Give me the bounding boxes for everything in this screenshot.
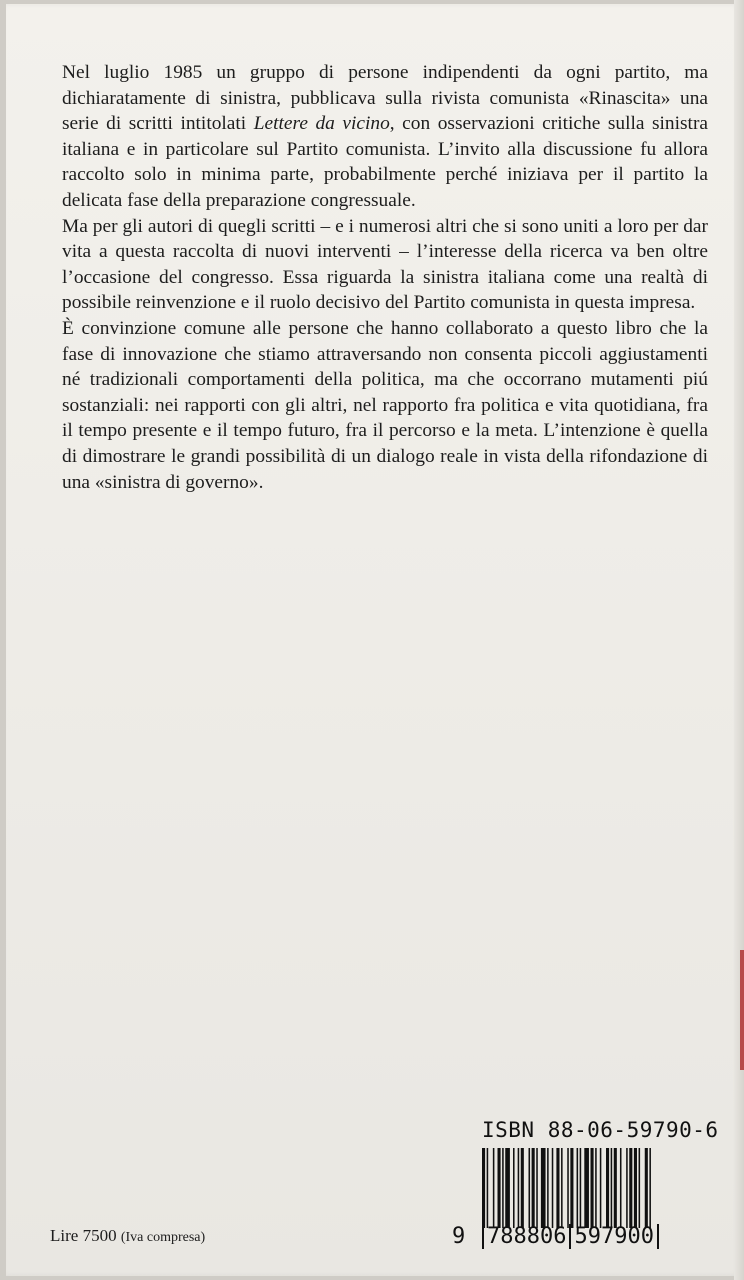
barcode-bar (493, 1148, 495, 1228)
ean-digits (452, 1224, 659, 1249)
barcode-bar (567, 1148, 569, 1228)
barcode-bar (577, 1148, 579, 1228)
ean-right-group: 597900 (569, 1224, 658, 1249)
barcode-bar (606, 1148, 609, 1228)
barcode-bar (532, 1148, 535, 1228)
barcode-bar (487, 1148, 489, 1228)
barcode-bar (521, 1148, 524, 1228)
barcode-bar (505, 1148, 510, 1228)
barcode-bar (541, 1148, 546, 1228)
barcode-bar (614, 1148, 617, 1228)
barcode-bar (626, 1148, 628, 1228)
barcode-bar (482, 1148, 485, 1228)
blurb-paragraph-2: Ma per gli autori di quegli scritti – e i numerosi altri che si sono uniti a loro per dar vita a questa raccolta di nuovi interventi – l’interesse della ricerca va ben oltre l’occasione del congresso. Essa riguarda la sinistra italiana come una realtà di possibile reinvenzione e il ruolo decisivo del Partito comunista in questa impresa. (62, 215, 708, 314)
book-title-italic: Lettere da vicino (253, 113, 390, 135)
blurb-paragraph-1: Nel luglio 1985 un gruppo di persone indipendenti da ogni partito, ma dichiaratamente di sinistra, pubblicava sulla rivista comunista «Rinascita» una serie di scritti intitolati Lettere da vicino, con osservazioni critiche sulla sinistra italiana e in particolare sul Partito comunista. L’invito alla discussione fu allora raccolto solo in minima parte, probabilmente perché iniziava per il partito la delicata fase della preparazione congressuale. (62, 62, 709, 211)
barcode-bar (595, 1148, 597, 1228)
barcode-bar (611, 1148, 613, 1228)
barcode-bar (649, 1148, 651, 1228)
price-main: Lire 7500 (50, 1226, 117, 1245)
barcode-bar (620, 1148, 622, 1228)
price (50, 1226, 205, 1246)
blurb-text (62, 60, 708, 495)
barcode-bar (556, 1148, 559, 1228)
barcode-bar (561, 1148, 563, 1228)
barcode-bar (645, 1148, 648, 1228)
red-edge-mark (740, 950, 744, 1070)
book-back-cover (6, 4, 740, 1276)
blurb-paragraph-3: È convinzione comune alle persone che hanno collaborato a questo libro che la fase di innovazione che stiamo attraversando non consenta piccoli aggiustamenti né tradizionali comportamenti della politica, ma che occorrano mutamenti piú sostanziali: nei rapporti con gli altri, nel rapporto fra politica e vita quotidiana, fra il tempo presente e il tempo futuro, fra il percorso e la meta. L’intenzione è quella di dimostrare le grandi possibilità di un dialogo reale in vista della rifondazione di una «sinistra di governo». (62, 317, 708, 493)
barcode-bar (502, 1148, 504, 1228)
barcode-bar (547, 1148, 549, 1228)
barcode-bar (584, 1148, 589, 1228)
barcode-bar (570, 1148, 573, 1228)
barcode (482, 1148, 702, 1228)
barcode-bar (529, 1148, 531, 1228)
barcode-bar (591, 1148, 594, 1228)
price-note: (Iva compresa) (120, 1230, 206, 1245)
barcode-bar (536, 1148, 538, 1228)
barcode-bar (639, 1148, 641, 1228)
barcode-bar (600, 1148, 602, 1228)
ean-first-digit: 9 (452, 1224, 466, 1249)
barcode-bar (580, 1148, 582, 1228)
isbn-label: ISBN 88-06-59790-6 (482, 1118, 719, 1142)
barcode-bar (498, 1148, 501, 1228)
barcode-bar (518, 1148, 520, 1228)
page-edge (734, 0, 744, 1280)
barcode-bar (552, 1148, 554, 1228)
barcode-bar (629, 1148, 632, 1228)
barcode-bar (513, 1148, 515, 1228)
ean-left-group: 788806 (482, 1224, 569, 1249)
barcode-bar (634, 1148, 637, 1228)
